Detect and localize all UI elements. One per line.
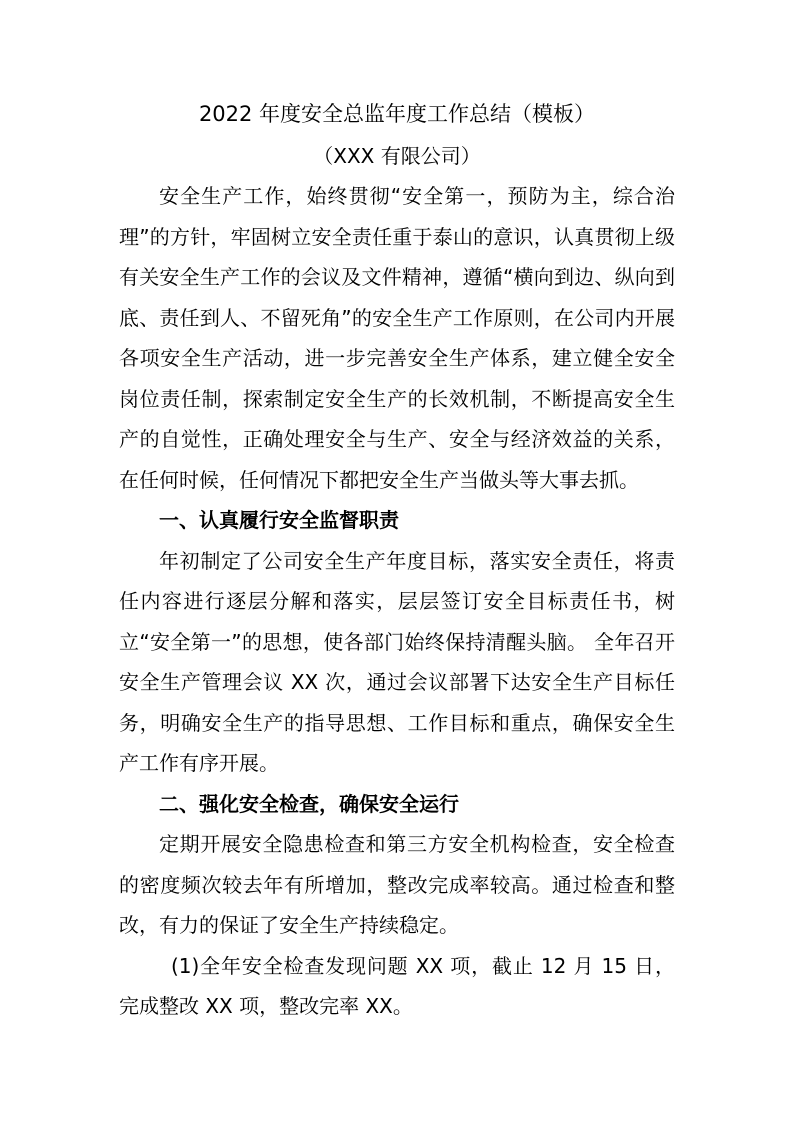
section-2-item-1: (1)全年安全检查发现问题 XX 项，截止 12 月 15 日，完成整改 XX 项，整改完率 XX。	[119, 953, 675, 1018]
section-1-paragraph: 年初制定了公司安全生产年度目标，落实安全责任，将责任内容进行逐层分解和落实，层层签订安全目标责任书，树立“安全第一”的思想，使各部门始终保持清醒头脑。 全年召开安全生产管理会议 XX 次，通过会议部署下达安全生产目标任务，明确安全生产的指导思想、工作目标和重点，确保安全生产工作有序开展。	[119, 548, 675, 775]
document-page	[119, 92, 675, 1027]
section-2-heading: 二、强化安全检查，确保安全运行	[159, 791, 459, 816]
company-subtitle: （XXX 有限公司）	[313, 144, 481, 168]
document-title: 2022 年度安全总监年度工作总结（模板）	[198, 102, 596, 126]
section-1-heading: 一、认真履行安全监督职责	[159, 508, 399, 532]
section-2-paragraph: 定期开展安全隐患检查和第三方安全机构检查，安全检查的密度频次较去年有所增加，整改完成率较高。通过检查和整改，有力的保证了安全生产持续稳定。	[119, 832, 675, 937]
intro-paragraph: 安全生产工作，始终贯彻“安全第一，预防为主，综合治理”的方针，牢固树立安全责任重于泰山的意识，认真贯彻上级有关安全生产工作的会议及文件精神，遵循“横向到边、纵向到底、责任到人、不留死角”的安全生产工作原则，在公司内开展各项安全生产活动，进一步完善安全生产体系，建立健全安全岗位责任制，探索制定安全生产的长效机制，不断提高安全生产的自觉性，正确处理安全与生产、安全与经济效益的关系，在任何时候，任何情况下都把安全生产当做头等大事去抓。	[119, 184, 675, 492]
